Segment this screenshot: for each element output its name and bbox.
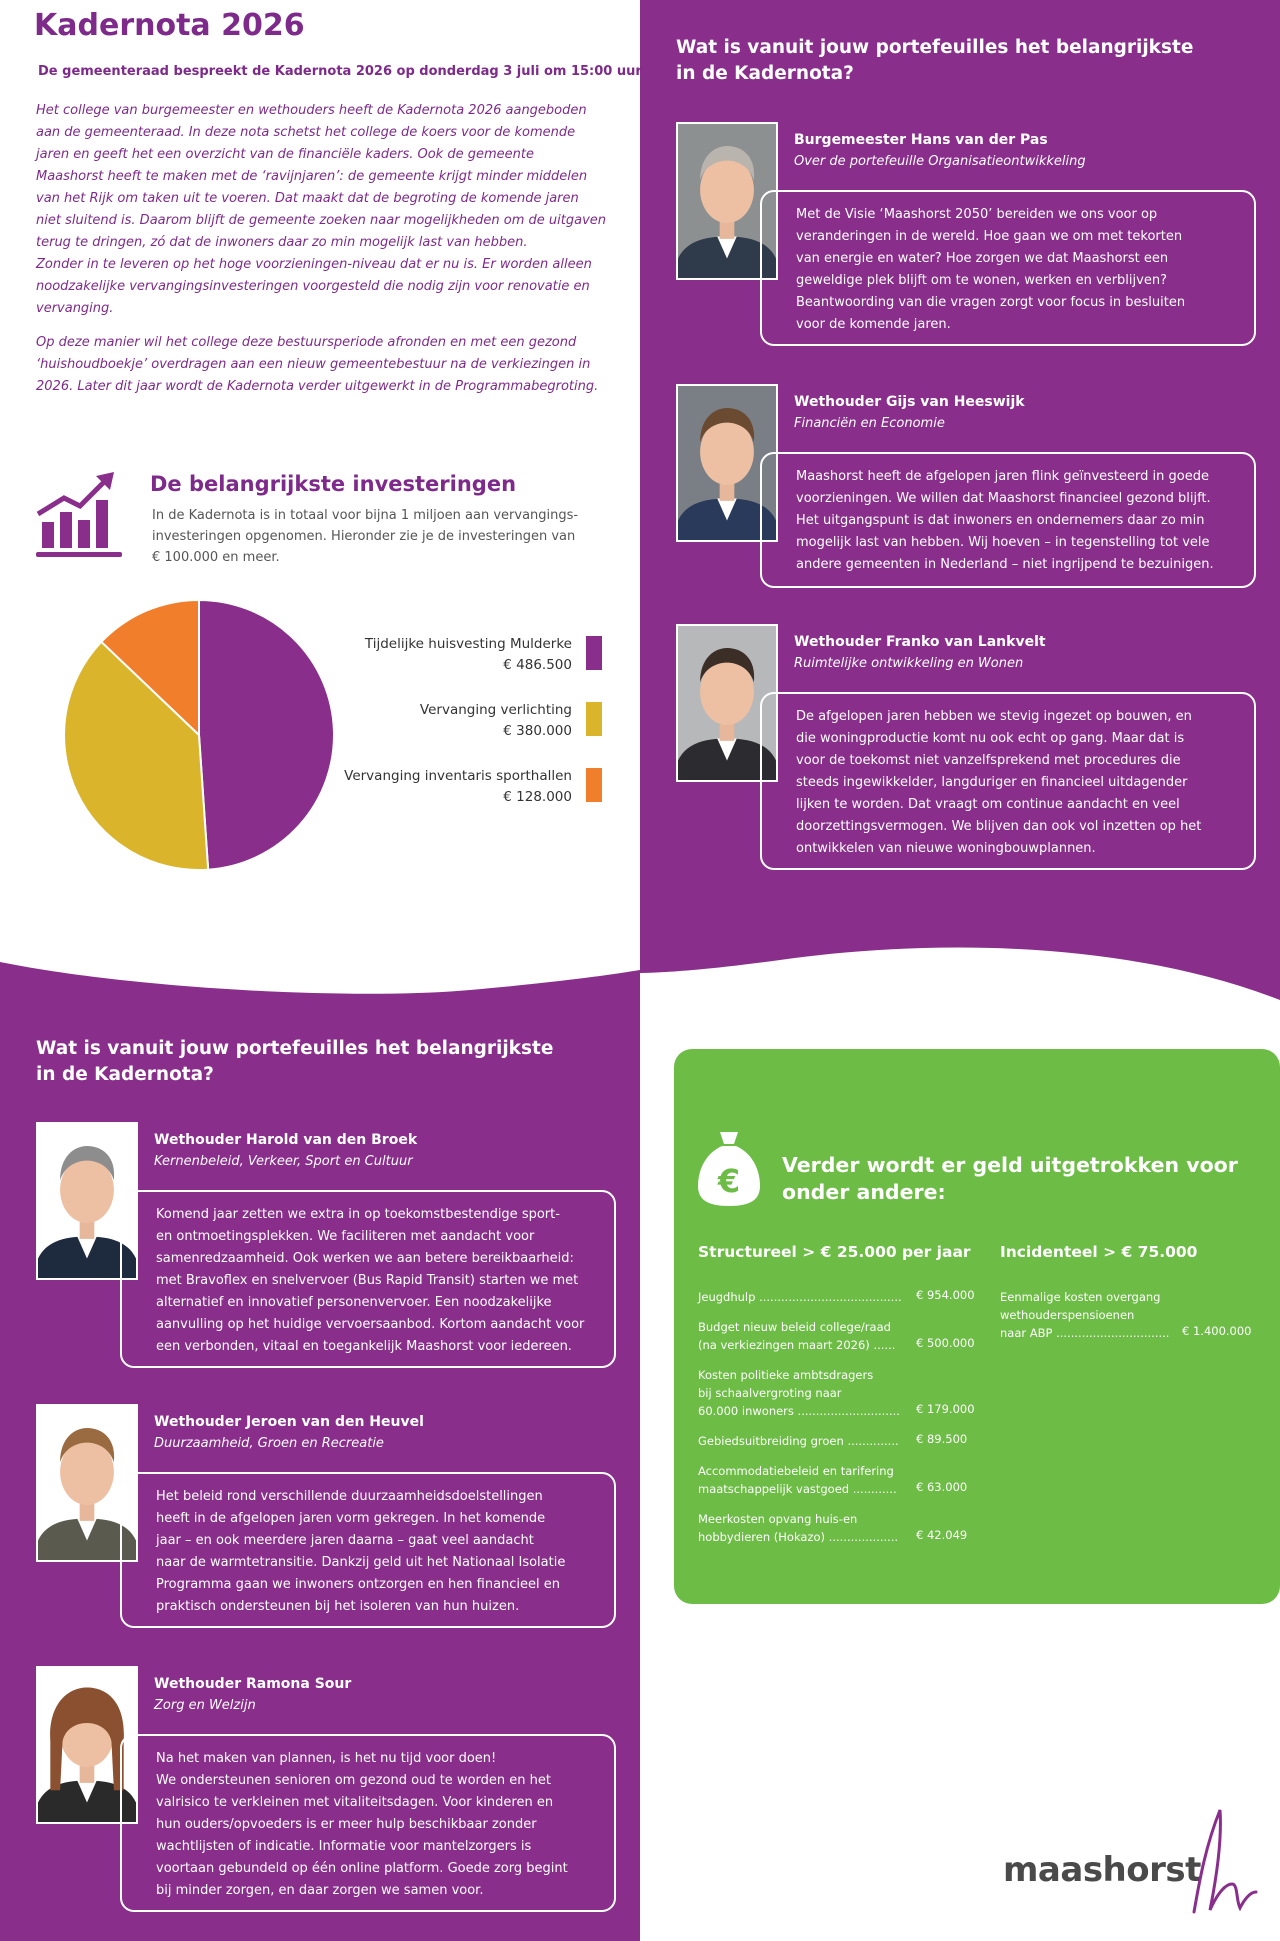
person-name: Wethouder Gijs van Heeswijk bbox=[794, 394, 1025, 410]
intro-line: van het Rijk om taken uit te voeren. Dat maakt dat de begroting de komende jaren bbox=[36, 191, 579, 206]
intro-line: aan de gemeenteraad. In deze nota schetst het college de koers voor de komende bbox=[36, 125, 576, 140]
intro-line: noodzakelijke vervangingsinvesteringen voorgesteld die nodig zijn voor renovatie en bbox=[36, 279, 590, 294]
intro-paragraph-1 bbox=[36, 100, 610, 320]
quote-line: heeft in de afgelopen jaren vorm gekregen. In het komende bbox=[156, 1511, 546, 1526]
funding-item-line: wethouderspensioenen bbox=[1000, 1308, 1135, 1322]
extra-title-line: Verder wordt er geld uitgetrokken voor bbox=[782, 1153, 1238, 1177]
funding-item-line: bij schaalvergroting naar bbox=[698, 1386, 842, 1400]
extra-title-line: onder andere: bbox=[782, 1180, 946, 1204]
money-bag-euro-icon bbox=[694, 1128, 764, 1208]
intro-line: Zonder in te leveren op het hoge voorzieningen-niveau dat er nu is. Er worden alleen bbox=[36, 257, 592, 272]
funding-item-label bbox=[1000, 1288, 1169, 1342]
quote-line: ontwikkelen van nieuwe woningbouwplannen. bbox=[796, 841, 1096, 856]
intro-line: Op deze manier wil het college deze bestuursperiode afronden en met een gezond bbox=[36, 335, 577, 350]
quote-line: doorzettingsvermogen. We blijven dan ook vol inzetten op het bbox=[796, 819, 1202, 834]
quote-line: een verbonden, vitaal en toegankelijk Maashorst voor iedereen. bbox=[156, 1339, 572, 1354]
legend-label-2 bbox=[312, 700, 572, 742]
investments-text-line: In de Kadernota is in totaal voor bijna 1 miljoen aan vervangings- bbox=[152, 508, 579, 523]
person-name: Wethouder Ramona Sour bbox=[154, 1676, 352, 1692]
quote-line: mogelijk last van hebben. Wij hoeven – in tegenstelling tot vele bbox=[796, 535, 1210, 550]
person-role: Ruimtelijke ontwikkeling en Wonen bbox=[794, 656, 1024, 671]
funding-item-amount: € 500.000 bbox=[916, 1336, 975, 1350]
funding-item-amount: € 179.000 bbox=[916, 1402, 975, 1416]
funding-item-amount: € 42.049 bbox=[916, 1528, 968, 1542]
portfolio-title-left bbox=[36, 1036, 556, 1088]
quote-box bbox=[120, 1734, 616, 1912]
funding-item-line: 60.000 inwoners ............................ bbox=[698, 1404, 900, 1418]
legend-value: € 128.000 bbox=[503, 789, 572, 805]
quote-line: geweldige plek blijft om te wonen, werken en verblijven? bbox=[796, 273, 1167, 288]
quote-line: alternatief en innovatief personenvervoer. Een noodzakelijke bbox=[156, 1295, 552, 1310]
investments-text-line: € 100.000 en meer. bbox=[152, 550, 280, 565]
funding-item-line: Eenmalige kosten overgang bbox=[1000, 1290, 1161, 1304]
legend-swatch-1 bbox=[586, 636, 602, 670]
legend-value: € 380.000 bbox=[503, 723, 572, 739]
intro-line: terug te dringen, zó dat de inwoners daar zo min mogelijk last van hebben. bbox=[36, 235, 528, 250]
person-role: Duurzaamheid, Groen en Recreatie bbox=[154, 1436, 384, 1451]
funding-item-line: (na verkiezingen maart 2026) ...... bbox=[698, 1338, 896, 1352]
person-name: Wethouder Harold van den Broek bbox=[154, 1132, 418, 1148]
funding-item-amount: € 63.000 bbox=[916, 1480, 968, 1494]
intro-paragraph-2 bbox=[36, 332, 610, 398]
quote-line: Met de Visie ‘Maashorst 2050’ bereiden we ons voor op bbox=[796, 207, 1158, 222]
quote-box bbox=[760, 692, 1256, 870]
legend-category: Vervanging inventaris sporthallen bbox=[344, 768, 572, 784]
funding-item-line: naar ABP ............................... bbox=[1000, 1326, 1170, 1340]
person-name: Burgemeester Hans van der Pas bbox=[794, 132, 1048, 148]
quote-line: jaar – en ook meerdere jaren daarna – gaat veel aandacht bbox=[156, 1533, 534, 1548]
person-role: Zorg en Welzijn bbox=[154, 1698, 256, 1713]
quote-line: praktisch ondersteunen bij het isoleren van hun huizen. bbox=[156, 1599, 520, 1614]
quote-line: veranderingen in de wereld. Hoe gaan we om met tekorten bbox=[796, 229, 1183, 244]
quote-line: met Bravoflex en snelvervoer (Bus Rapid Transit) starten we met bbox=[156, 1273, 579, 1288]
quote-line: bij minder zorgen, en daar zorgen we samen voor. bbox=[156, 1883, 484, 1898]
portfolio-title-line: in de Kadernota? bbox=[676, 63, 854, 84]
funding-item-amount: € 1.400.000 bbox=[1182, 1324, 1252, 1338]
portfolio-title-line: Wat is vanuit jouw portefeuilles het belangrijkste bbox=[676, 37, 1194, 58]
person-role: Over de portefeuille Organisatieontwikkeling bbox=[794, 154, 1086, 169]
funding-item-amount: € 89.500 bbox=[916, 1432, 968, 1446]
quote-box bbox=[120, 1472, 616, 1628]
funding-item-label bbox=[698, 1432, 899, 1450]
funding-item-line: Jeugdhulp ....................................... bbox=[698, 1290, 902, 1304]
quote-line: voor de komende jaren. bbox=[796, 317, 951, 332]
quote-line: voortaan gebundeld op één online platform. Goede zorg begint bbox=[156, 1861, 568, 1876]
quote-box bbox=[760, 452, 1256, 588]
investments-title: De belangrijkste investeringen bbox=[150, 472, 517, 496]
person-name: Wethouder Franko van Lankvelt bbox=[794, 634, 1046, 650]
quote-line: lijken te worden. Dat vraagt om continue aandacht en veel bbox=[796, 797, 1180, 812]
funding-item-line: Accommodatiebeleid en tarifering bbox=[698, 1464, 894, 1478]
meeting-subtitle: De gemeenteraad bespreekt de Kadernota 2026 op donderdag 3 juli om 15:00 uur bbox=[38, 64, 642, 79]
quote-line: valrisico te verkleinen met vitaliteitsdagen. Voor kinderen en bbox=[156, 1795, 554, 1810]
quote-line: aanvulling op het huidige vervoersaanbod. Kortom aandacht voor bbox=[156, 1317, 585, 1332]
intro-line: Maashorst heeft te maken met de ‘ravijnjaren’: de gemeente krijgt minder middelen bbox=[36, 169, 588, 184]
intro-line: vervanging. bbox=[36, 301, 114, 316]
quote-line: van energie en water? Hoe zorgen we dat Maashorst een bbox=[796, 251, 1169, 266]
quote-line: De afgelopen jaren hebben we stevig ingezet op bouwen, en bbox=[796, 709, 1192, 724]
quote-line: Programma gaan we inwoners ontzorgen en hen financieel en bbox=[156, 1577, 561, 1592]
person-role: Financiën en Economie bbox=[794, 416, 945, 431]
intro-line: niet sluitend is. Daarom blijft de gemeente zoeken naar mogelijkheden om de uitgaven bbox=[36, 213, 607, 228]
quote-line: samenredzaamheid. Ook werken we aan betere bereikbaarheid: bbox=[156, 1251, 574, 1266]
quote-line: naar de warmtetransitie. Dankzij geld uit het Nationaal Isolatie bbox=[156, 1555, 566, 1570]
funding-item-label bbox=[698, 1510, 898, 1546]
incidental-title: Incidenteel > € 75.000 bbox=[1000, 1243, 1198, 1261]
quote-line: die woningproductie komt nu ook echt op gang. Maar dat is bbox=[796, 731, 1185, 746]
person-name: Wethouder Jeroen van den Heuvel bbox=[154, 1414, 424, 1430]
quote-line: andere gemeenten in Nederland – niet ingrijpend te bezuinigen. bbox=[796, 557, 1214, 572]
portfolio-title-line: in de Kadernota? bbox=[36, 1064, 214, 1085]
funding-item-line: hobbydieren (Hokazo) ................... bbox=[698, 1530, 899, 1544]
funding-item-label bbox=[698, 1462, 897, 1498]
person-role: Kernenbeleid, Verkeer, Sport en Cultuur bbox=[154, 1154, 413, 1169]
funding-item-line: Gebiedsuitbreiding groen .............. bbox=[698, 1434, 899, 1448]
funding-item-line: maatschappelijk vastgoed ............ bbox=[698, 1482, 897, 1496]
funding-item-label bbox=[698, 1288, 902, 1306]
legend-label-3 bbox=[312, 766, 572, 808]
quote-line: Het beleid rond verschillende duurzaamheidsdoelstellingen bbox=[156, 1489, 543, 1504]
intro-line: 2026. Later dit jaar wordt de Kadernota verder uitgewerkt in de Programmabegroting. bbox=[36, 379, 599, 394]
funding-item-line: Budget nieuw beleid college/raad bbox=[698, 1320, 891, 1334]
portfolio-title-line: Wat is vanuit jouw portefeuilles het belangrijkste bbox=[36, 1038, 554, 1059]
structural-title: Structureel > € 25.000 per jaar bbox=[698, 1243, 971, 1261]
quote-line: wachtlijsten of indicatie. Informatie voor mantelzorgers is bbox=[156, 1839, 532, 1854]
funding-item-label bbox=[698, 1366, 900, 1420]
extra-funds-title bbox=[782, 1152, 1242, 1206]
funding-item-line: Meerkosten opvang huis-en bbox=[698, 1512, 858, 1526]
portfolio-title-right bbox=[676, 35, 1196, 87]
quote-line: Na het maken van plannen, is het nu tijd voor doen! bbox=[156, 1751, 497, 1766]
quote-line: voorzieningen. We willen dat Maashorst financieel gezond blijft. bbox=[796, 491, 1211, 506]
funding-item-line: Kosten politieke ambtsdragers bbox=[698, 1368, 874, 1382]
investments-text-line: investeringen opgenomen. Hieronder zie je de investeringen van bbox=[152, 529, 576, 544]
quote-box bbox=[120, 1190, 616, 1368]
funding-item-amount: € 954.000 bbox=[916, 1288, 975, 1302]
quote-line: Beantwoording van die vragen zorgt voor focus in besluiten bbox=[796, 295, 1186, 310]
maashorst-logo-text: maashorst bbox=[1003, 1850, 1201, 1890]
quote-line: hun ouders/opvoeders is er meer hulp beschikbaar zonder bbox=[156, 1817, 537, 1832]
quote-line: We ondersteunen senioren om gezond oud te worden en het bbox=[156, 1773, 551, 1788]
investments-pie-chart bbox=[54, 590, 344, 880]
intro-line: Het college van burgemeester en wethouders heeft de Kadernota 2026 aangeboden bbox=[36, 103, 587, 118]
funding-item-label bbox=[698, 1318, 895, 1354]
legend-label-1 bbox=[312, 634, 572, 676]
legend-category: Vervanging verlichting bbox=[419, 702, 572, 718]
legend-swatch-2 bbox=[586, 702, 602, 736]
intro-line: jaren en geeft het een overzicht van de financiële kaders. Ook de gemeente bbox=[36, 147, 534, 162]
growth-chart-icon bbox=[34, 470, 128, 562]
page-title: Kadernota 2026 bbox=[34, 8, 305, 43]
legend-value: € 486.500 bbox=[503, 657, 572, 673]
quote-line: voor de toekomst niet vanzelfsprekend met procedures die bbox=[796, 753, 1181, 768]
svg-text:€: € bbox=[717, 1162, 741, 1200]
legend-swatch-3 bbox=[586, 768, 602, 802]
quote-box bbox=[760, 190, 1256, 346]
quote-line: Komend jaar zetten we extra in op toekomstbestendige sport- bbox=[156, 1207, 560, 1222]
quote-line: Maashorst heeft de afgelopen jaren flink geïnvesteerd in goede bbox=[796, 469, 1209, 484]
quote-line: Het uitgangspunt is dat inwoners en ondernemers daar zo min bbox=[796, 513, 1205, 528]
quote-line: steeds ingewikkelder, langduriger en financieel uitdagender bbox=[796, 775, 1188, 790]
intro-line: ‘huishoudboekje’ overdragen aan een nieuw gemeentebestuur na de verkiezingen in bbox=[36, 357, 591, 372]
quote-line: en ontmoetingsplekken. We faciliteren met aandacht voor bbox=[156, 1229, 535, 1244]
maashorst-logo-mark bbox=[1180, 1800, 1260, 1920]
investments-text bbox=[152, 505, 612, 568]
legend-category: Tijdelijke huisvesting Mulderke bbox=[364, 636, 572, 652]
